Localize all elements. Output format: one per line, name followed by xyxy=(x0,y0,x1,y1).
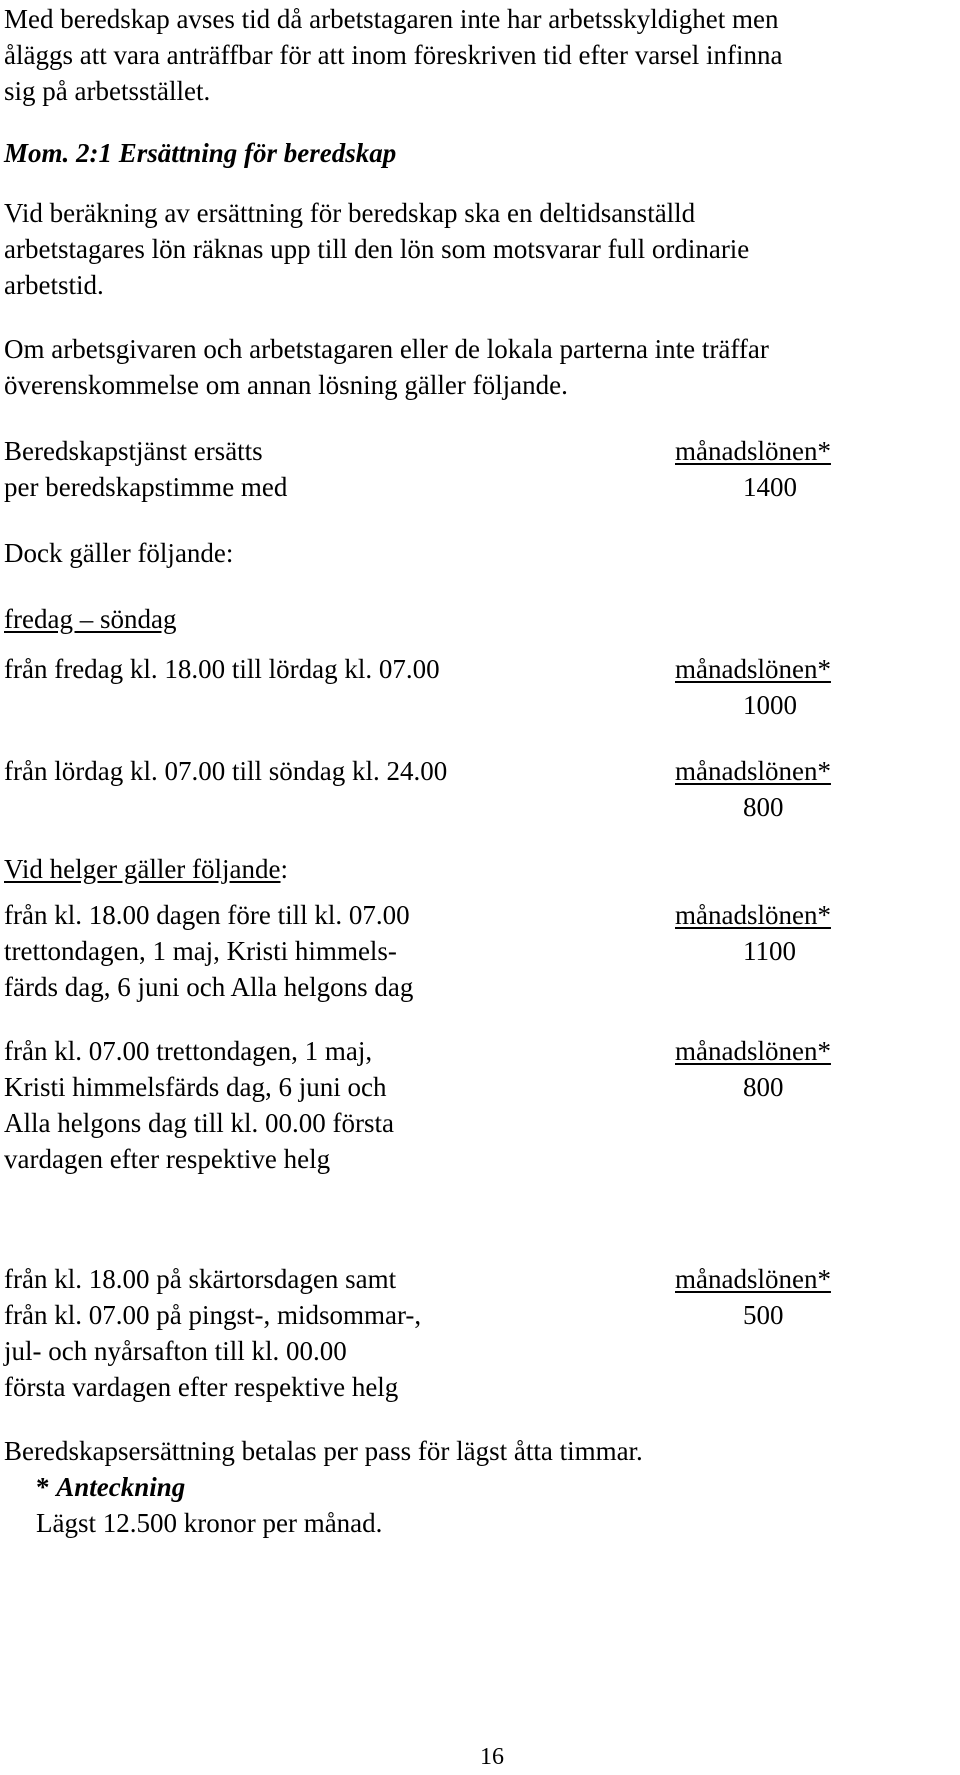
page-number: 16 xyxy=(480,1744,504,1770)
weekend-row-1-value: 1000 xyxy=(743,690,797,720)
holidays-heading xyxy=(4,852,288,887)
intro-line-3: sig på arbetsstället. xyxy=(4,76,211,106)
note-text: Lägst 12.500 kronor per månad. xyxy=(36,1508,383,1538)
holiday-row-3-label: månadslönen* xyxy=(675,1264,831,1294)
holiday-row-1-line-3: färds dag, 6 juni och Alla helgons dag xyxy=(4,972,414,1002)
holiday-row-3-line-2: från kl. 07.00 på pingst-, midsommar-, xyxy=(4,1300,422,1330)
holiday-row-3-line-3: jul- och nyårsafton till kl. 00.00 xyxy=(4,1336,347,1366)
holiday-row-2-value: 800 xyxy=(743,1072,784,1102)
base-line-2: per beredskapstimme med xyxy=(4,472,288,502)
intro-line-2: åläggs att vara anträffbar för att inom föreskriven tid efter varsel infinna xyxy=(4,40,783,70)
weekend-row-1-line-1: från fredag kl. 18.00 till lördag kl. 07.00 xyxy=(4,654,440,684)
para1-line-3: arbetstid. xyxy=(4,270,104,300)
holidays-heading-text: Vid helger gäller följande xyxy=(4,854,281,884)
para1-line-1: Vid beräkning av ersättning för beredskap ska en deltidsanställd xyxy=(4,198,696,228)
holiday-row-1-label: månadslönen* xyxy=(675,900,831,930)
holiday-row-1-line-1: från kl. 18.00 dagen före till kl. 07.00 xyxy=(4,900,410,930)
holiday-row-3-value: 500 xyxy=(743,1300,784,1330)
section-heading: Mom. 2:1 Ersättning för beredskap xyxy=(4,138,397,168)
base-line-1: Beredskapstjänst ersätts xyxy=(4,436,263,466)
para1-line-2: arbetstagares lön räknas upp till den lön som motsvarar full ordinarie xyxy=(4,234,750,264)
note-star: * xyxy=(36,1472,57,1502)
weekend-heading: fredag – söndag xyxy=(4,604,177,634)
base-rate-value: 1400 xyxy=(743,472,797,502)
holiday-row-2-line-3: Alla helgons dag till kl. 00.00 första xyxy=(4,1108,394,1138)
holiday-row-2-line-2: Kristi himmelsfärds dag, 6 juni och xyxy=(4,1072,387,1102)
weekend-row-2-value: 800 xyxy=(743,792,784,822)
dock-line: Dock gäller följande: xyxy=(4,538,234,568)
holidays-heading-colon: : xyxy=(280,854,289,884)
holiday-row-2-label: månadslönen* xyxy=(675,1036,831,1066)
holiday-row-3-line-4: första vardagen efter respektive helg xyxy=(4,1372,399,1402)
holiday-row-2-line-4: vardagen efter respektive helg xyxy=(4,1144,331,1174)
para2-line-1: Om arbetsgivaren och arbetstagaren eller de lokala parterna inte träffar xyxy=(4,334,769,364)
minimum-hours-line: Beredskapsersättning betalas per pass för lägst åtta timmar. xyxy=(4,1436,643,1466)
holiday-row-1-line-2: trettondagen, 1 maj, Kristi himmels- xyxy=(4,936,397,966)
holiday-row-3-line-1: från kl. 18.00 på skärtorsdagen samt xyxy=(4,1264,397,1294)
weekend-row-2-line-1: från lördag kl. 07.00 till söndag kl. 24.00 xyxy=(4,756,448,786)
holiday-row-1-value: 1100 xyxy=(743,936,796,966)
weekend-row-2-label: månadslönen* xyxy=(675,756,831,786)
note-title xyxy=(36,1470,185,1505)
intro-line-1: Med beredskap avses tid då arbetstagaren inte har arbetsskyldighet men xyxy=(4,4,779,34)
holiday-row-2-line-1: från kl. 07.00 trettondagen, 1 maj, xyxy=(4,1036,373,1066)
note-title-text: Anteckning xyxy=(56,1472,186,1502)
para2-line-2: överenskommelse om annan lösning gäller följande. xyxy=(4,370,568,400)
base-rate-label: månadslönen* xyxy=(675,436,831,466)
weekend-row-1-label: månadslönen* xyxy=(675,654,831,684)
